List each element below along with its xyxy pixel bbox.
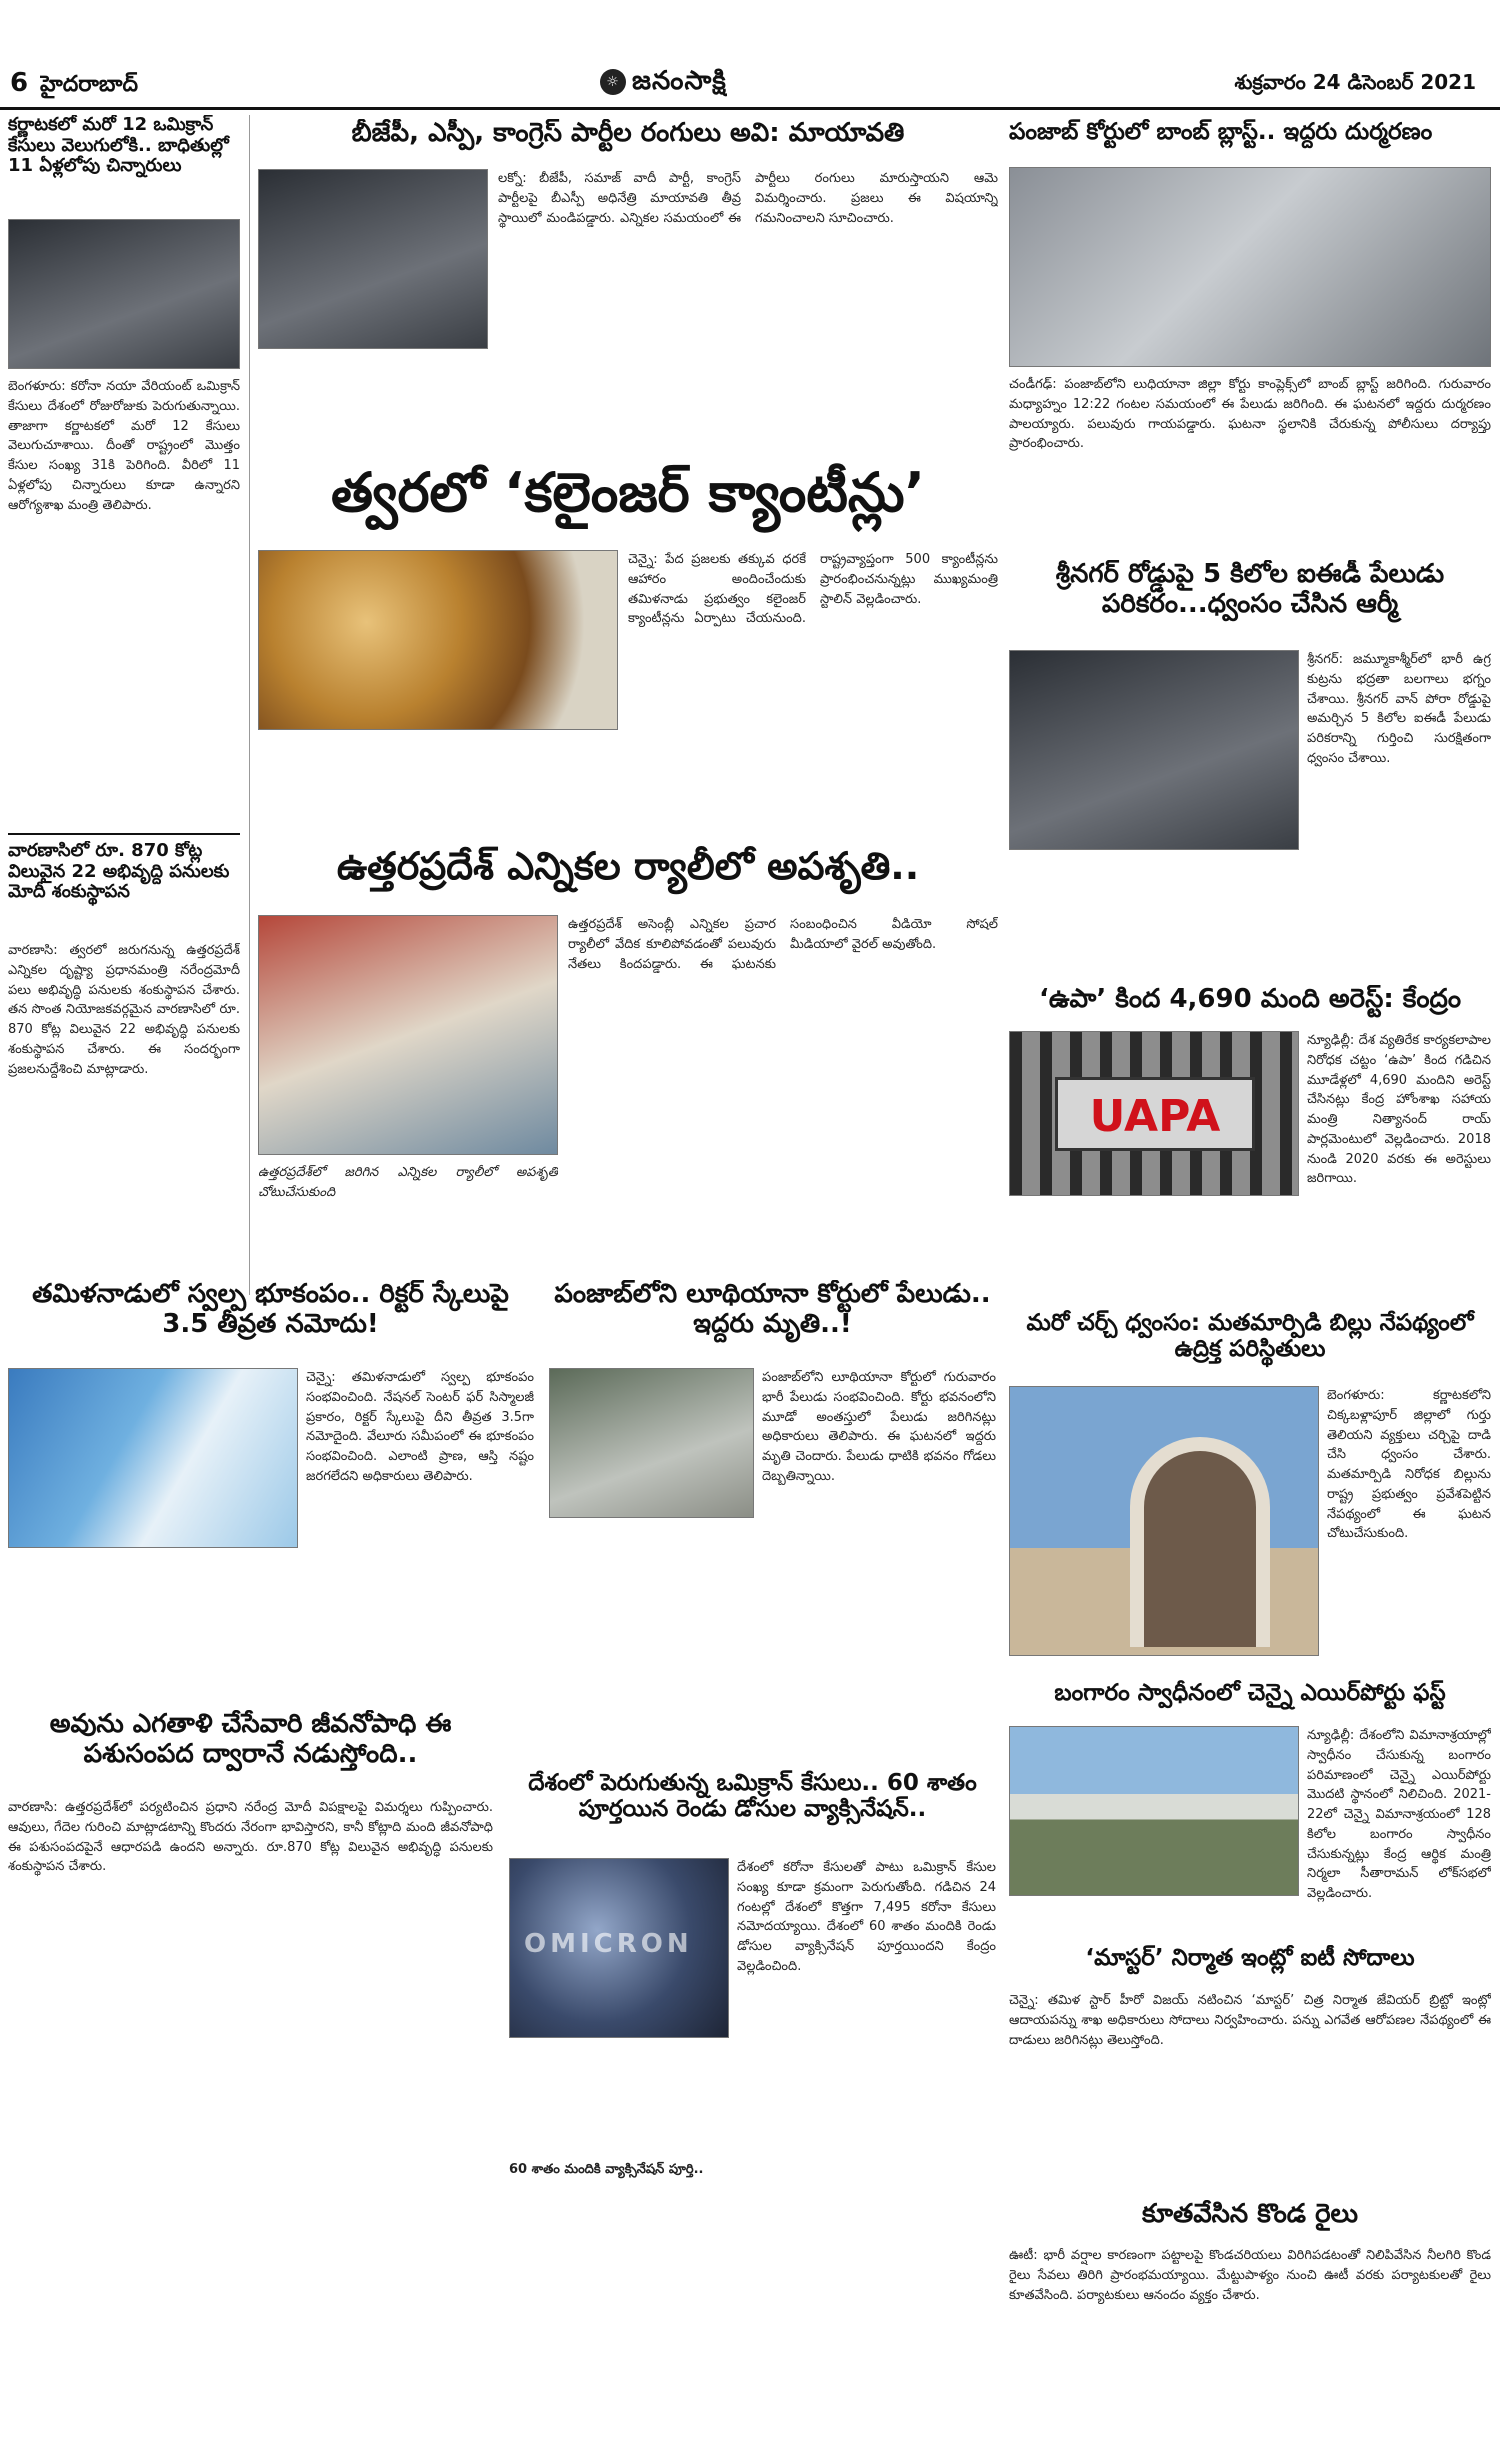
omicron-vaccine-headline: దేశంలో పెరుగుతున్న ఒమిక్రాన్ కేసులు.. 60 శాతం పూర్తయిన రెండు డోసుల వ్యాక్సినేషన్.. — [528, 1770, 977, 1823]
omicron-vaccine-body: దేశంలో కరోనా కేసులతో పాటు ఒమిక్రాన్ కేసుల సంఖ్య కూడా క్రమంగా పెరుగుతోంది. గడిచిన 24 గంటల్లో దేశంలో కొత్తగా 7,495 కరోనా కేసులు నమోదయ్యాయి. దేశంలో 60 శాతం మందికి రెండు డోసుల వ్యాక్సినేషన్ పూర్తయిందని కేంద్రం వెల్లడించింది. — [737, 1860, 996, 1974]
srinagar-headline: శ్రీనగర్ రోడ్డుపై 5 కిలోల ఐఈడీ పేలుడు పరికరం...ధ్వంసం చేసిన ఆర్మీ — [1055, 560, 1445, 619]
logo-emblem-icon: ☼ — [600, 69, 626, 95]
edition-city: హైదరాబాద్ — [40, 72, 138, 97]
canteens-headline: త్వరలో ‘కలైంజర్ క్యాంటీన్లు’ — [330, 462, 926, 524]
issue-date: శుక్రవారం 24 డిసెంబర్ 2021 — [1234, 70, 1476, 94]
uapa-sign: UAPA — [1055, 1077, 1255, 1151]
masthead — [0, 0, 1500, 110]
omicron-image-text: OMICRON — [524, 1929, 693, 1959]
ludhiana-headline: పంజాబ్‌లోని లూథియానా కోర్టులో పేలుడు.. ఇద్దరు మృతి..! — [554, 1280, 991, 1339]
ludhiana-article — [545, 1280, 1000, 1765]
master-producer-headline: ‘మాస్టర్’ నిర్మాత ఇంట్లో ఐటీ సోదాలు — [1085, 1945, 1415, 1971]
canteens-article — [258, 462, 998, 837]
mayawati-body: లక్నో: బీజేపీ, సమాజ్ వాదీ పార్టీ, కాంగ్రెస్ పార్టీలపై బీఎస్పీ అధినేత్రి మాయావతి తీవ్ర స్థాయిలో మండిపడ్డారు. ఎన్నికల సమయంలో ఈ పార్టీలు రంగులు మారుస్తాయని ఆమె విమర్శించారు. ప్రజలు ఈ విషయాన్ని గమనించాలని సూచించారు. — [498, 171, 998, 226]
hill-railway-body: ఊటీ: భారీ వర్షాల కారణంగా పట్టాలపై కొండచరియలు విరిగిపడటంతో నిలిపివేసిన నీలగిరి కొండ రైలు సేవలు తిరిగి ప్రారంభమయ్యాయి. మేట్టుపాళ్యం నుంచి ఊటీ వరకు పర్యాటకులతో రైలు కూతవేసింది. పర్యాటకులు ఆనందం వ్యక్తం చేశారు. — [1009, 2248, 1491, 2303]
uapa-body: న్యూఢిల్లీ: దేశ వ్యతిరేక కార్యకలాపాల నిరోధక చట్టం ‘ఉపా’ కింద గడిచిన మూడేళ్లలో 4,690 మందిని అరెస్ట్ చేసినట్లు కేంద్ర హోంశాఖ సహాయ మంత్రి నిత్యానంద్ రాయ్ పార్లమెంటులో వెల్లడించారు. 2018 నుండి 2020 వరకు ఈ అరెస్టులు జరిగాయి. — [1307, 1033, 1491, 1187]
karnataka-omicron-body: బెంగళూరు: కరోనా నయా వేరియంట్ ఒమిక్రాన్ కేసులు దేశంలో రోజురోజుకు పెరుగుతున్నాయి. తాజాగా కర్ణాటకలో మరో 12 కేసులు వెలుగుచూశాయి. దీంతో రాష్ట్రంలో మొత్తం కేసుల సంఖ్య 31కి పెరిగింది. వీరిలో 11 ఏళ్లలోపు చిన్నారులు కూడా ఉన్నారని ఆరోగ్యశాఖ మంత్రి తెలిపారు. — [8, 379, 240, 513]
uapa-article — [1005, 985, 1495, 1305]
punjab-blast-headline: పంజాబ్ కోర్టులో బాంబ్ బ్లాస్ట్.. ఇద్దరు దుర్మరణం — [1009, 119, 1433, 145]
punjab-blast-article — [1005, 115, 1495, 555]
punjab-blast-photo — [1009, 167, 1491, 367]
srinagar-article — [1005, 560, 1495, 980]
tamilnadu-quake-article — [0, 1280, 540, 1700]
omicron-vaccine-subhead: 60 శాతం మందికి వ్యాక్సినేషన్ పూర్తి.. — [509, 2162, 704, 2177]
master-producer-body: చెన్నై: తమిళ స్టార్ హీరో విజయ్ నటించిన ‘మాస్టర్’ చిత్ర నిర్మాత జేవియర్ బ్రిట్టో ఇంట్లో ఆదాయపన్ను శాఖ అధికారులు సోదాలు నిర్వహించారు. పన్ను ఎగవేత ఆరోపణల నేపథ్యంలో ఈ దాడులు జరిగినట్లు తెలుస్తోంది. — [1009, 1993, 1491, 2048]
livelihood-article — [0, 1710, 500, 2450]
tamilnadu-quake-headline: తమిళనాడులో స్వల్ప భూకంపం.. రిక్టర్ స్కేలుపై 3.5 తీవ్రత నమోదు! — [32, 1280, 509, 1339]
canteens-food-photo — [258, 550, 618, 730]
up-rally-article — [258, 845, 998, 1265]
newspaper-name: జనంసాక్షి — [632, 66, 727, 96]
karnataka-photo — [8, 219, 240, 369]
uapa-photo — [1009, 1031, 1299, 1196]
omicron-virus-photo — [509, 1858, 729, 2038]
page-number: 6 — [10, 68, 29, 98]
divider — [8, 833, 240, 835]
chennai-airport-article — [1005, 1680, 1495, 1940]
church-headline: మరో చర్చ్ ధ్వంసం: మతమార్పిడి బిల్లు నేపథ్యంలో ఉద్రిక్త పరిస్థితులు — [1026, 1310, 1474, 1363]
srinagar-body: శ్రీనగర్: జమ్మూకాశ్మీర్‌లో భారీ ఉగ్ర కుట్రను భద్రతా బలగాలు భగ్నం చేశాయి. శ్రీనగర్ వాన్ పోరా రోడ్డుపై అమర్చిన 5 కిలోల ఐఈడీ పేలుడు పరికరాన్ని గుర్తించి సురక్షితంగా ధ్వంసం చేశాయి. — [1307, 652, 1491, 766]
chennai-airport-body: న్యూఢిల్లీ: దేశంలోని విమానాశ్రయాల్లో స్వాధీనం చేసుకున్న బంగారం పరిమాణంలో చెన్నై ఎయిర్‌పోర్టు మొదటి స్థానంలో నిలిచింది. 2021-22లో చెన్నై విమానాశ్రయంలో 128 కిలోల బంగారం స్వాధీనం చేసుకున్నట్లు కేంద్ర ఆర్థిక మంత్రి నిర్మలా సీతారామన్ లోక్‌సభలో వెల్లడించారు. — [1307, 1728, 1491, 1901]
canteens-body: చెన్నై: పేద ప్రజలకు తక్కువ ధరకే ఆహారం అందించేందుకు తమిళనాడు ప్రభుత్వం కలైంజర్ క్యాంటీన్లను ఏర్పాటు చేయనుంది. రాష్ట్రవ్యాప్తంగా 500 క్యాంటీన్లను ప్రారంభించనున్నట్లు ముఖ్యమంత్రి స్టాలిన్ వెల్లడించారు. — [628, 552, 998, 627]
mayawati-photo — [258, 169, 488, 349]
omicron-vaccine-article — [505, 1770, 1000, 2240]
livelihood-headline: అవును ఎగతాళి చేసేవారి జీవనోపాధి ఈ పశుసంపద ద్వారానే నడుస్తోంది.. — [49, 1710, 452, 1769]
chennai-airport-headline: బంగారం స్వాధీనంలో చెన్నై ఎయిర్‌పోర్టు ఫస్ట్ — [1054, 1680, 1446, 1706]
uapa-headline: ‘ఉపా’ కింద 4,690 మంది అరెస్ట్: కేంద్రం — [1038, 985, 1462, 1014]
livelihood-body: వారణాసి: ఉత్తరప్రదేశ్‌లో పర్యటించిన ప్రధాని నరేంద్ర మోదీ విపక్షాలపై విమర్శలు గుప్పించారు. ఆవులు, గేదెల గురించి మాట్లాడటాన్ని కొందరు నేరంగా భావిస్తారని, కానీ కోట్లాది మంది జీవనోపాధి ఈ పశుసంపదపైనే ఆధారపడి ఉందని అన్నారు. రూ.870 కోట్ల విలువైన అభివృద్ధి పనులకు శంకుస్థాపన చేశారు. — [8, 1800, 493, 1875]
punjab-blast-body: చండీగఢ్: పంజాబ్‌లోని లుధియానా జిల్లా కోర్టు కాంప్లెక్స్‌లో బాంబ్ బ్లాస్ట్ జరిగింది. గురువారం మధ్యాహ్నం 12:22 గంటల సమయంలో ఈ పేలుడు జరిగింది. ఈ ఘటనలో ఇద్దరు దుర్మరణం పాలయ్యారు. పలువురు గాయపడ్డారు. ఘటనా స్థలానికి చేరుకున్న పోలీసులు దర్యాప్తు ప్రారంభించారు. — [1009, 377, 1491, 452]
ludhiana-photo — [549, 1368, 754, 1518]
mayawati-article — [258, 115, 998, 455]
church-article — [1005, 1310, 1495, 1670]
ludhiana-body: పంజాబ్‌లోని లూథియానా కోర్టులో గురువారం భారీ పేలుడు సంభవించింది. కోర్టు భవనంలోని మూడో అంతస్తులో పేలుడు జరిగినట్లు అధికారులు తెలిపారు. ఈ ఘటనలో ఇద్దరు మృతి చెందారు. పేలుడు ధాటికి భవనం గోడలు దెబ్బతిన్నాయి. — [762, 1370, 996, 1484]
newspaper-logo — [600, 66, 727, 102]
up-rally-headline: ఉత్తరప్రదేశ్ ఎన్నికల ర్యాలీలో అపశృతి.. — [336, 845, 920, 888]
srinagar-army-photo — [1009, 650, 1299, 850]
hill-railway-article — [1005, 2200, 1495, 2450]
master-producer-article — [1005, 1945, 1495, 2195]
up-rally-caption: ఉత్తరప్రదేశ్‌లో జరిగిన ఎన్నికల ర్యాలీలో అపశృతి చోటుచేసుకుంది — [258, 1165, 558, 1200]
karnataka-omicron-headline: కర్ణాటకలో మరో 12 ఒమిక్రాన్ కేసులు వెలుగులోకి.. బాధితుల్లో 11 ఏళ్లలోపు చిన్నారులు — [8, 115, 229, 177]
quake-map-photo — [8, 1368, 298, 1548]
hill-railway-headline: కూతవేసిన కొండ రైలు — [1142, 2200, 1358, 2229]
up-rally-body: ఉత్తరప్రదేశ్ అసెంబ్లీ ఎన్నికల ప్రచార ర్యాలీలో వేదిక కూలిపోవడంతో పలువురు నేతలు కిందపడ్డారు. ఈ ఘటనకు సంబంధించిన వీడియో సోషల్ మీడియాలో వైరల్ అవుతోంది. — [568, 917, 998, 972]
tamilnadu-quake-body: చెన్నై: తమిళనాడులో స్వల్ప భూకంపం సంభవించింది. నేషనల్ సెంటర్ ఫర్ సిస్మాలజీ ప్రకారం, రిక్టర్ స్కేలుపై దీని తీవ్రత 3.5గా నమోదైంది. వేలూరు సమీపంలో ఈ భూకంపం సంభవించింది. ఎలాంటి ప్రాణ, ఆస్తి నష్టం జరగలేదని అధికారులు తెలిపారు. — [306, 1370, 534, 1484]
church-body: బెంగళూరు: కర్ణాటకలోని చిక్కబళ్లాపూర్ జిల్లాలో గుర్తు తెలియని వ్యక్తులు చర్చిపై దాడి చేసి ధ్వంసం చేశారు. మతమార్పిడి నిరోధక బిల్లును రాష్ట్ర ప్రభుత్వం ప్రవేశపెట్టిన నేపథ్యంలో ఈ ఘటన చోటుచేసుకుంది. — [1327, 1388, 1491, 1542]
varanasi-headline: వారణాసిలో రూ. 870 కోట్ల విలువైన 22 అభివృద్ది పనులకు మోదీ శంకుస్థాపన — [8, 841, 230, 903]
varanasi-body: వారణాసి: త్వరలో జరుగనున్న ఉత్తరప్రదేశ్ ఎన్నికల దృష్ట్యా ప్రధానమంత్రి నరేంద్రమోదీ పలు అభివృద్ధి పనులకు శంకుస్థాపన చేశారు. తన సొంత నియోజకవర్గమైన వారణాసిలో రూ. 870 కోట్ల విలువైన 22 అభివృద్ధి పనులకు శంకుస్థాపన చేశారు. ఈ సందర్భంగా ప్రజలనుద్దేశించి మాట్లాడారు. — [8, 943, 240, 1077]
airport-photo — [1009, 1726, 1299, 1896]
up-rally-photo — [258, 915, 558, 1155]
church-photo — [1009, 1386, 1319, 1656]
left-column — [0, 115, 250, 1295]
mayawati-headline: బీజేపీ, ఎస్పీ, కాంగ్రెస్ పార్టీల రంగులు అవి: మాయావతి — [351, 119, 905, 148]
